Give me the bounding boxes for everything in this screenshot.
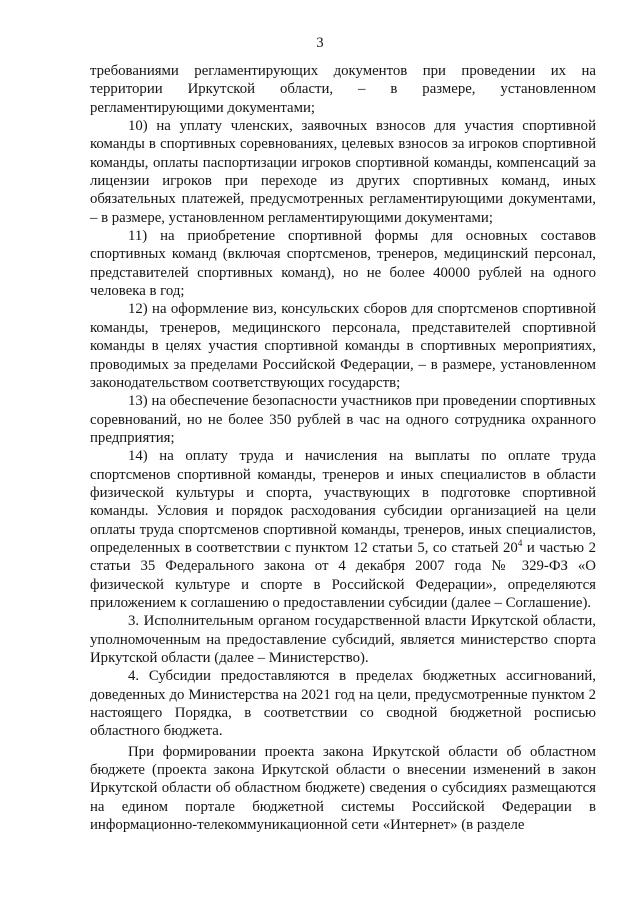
paragraph-item-11: 11) на приобретение спортивной формы для основных составов спортивных команд (включая спортсменов, тренеров, медицинский персонал, представителей спортивных команд), но не более 40000 рублей на одного человека в год;: [90, 228, 596, 300]
paragraph-section-4: 4. Субсидии предоставляются в пределах бюджетных ассигнований, доведенных до Министерства на 2021 год на цели, предусмотренные пунктом 2 настоящего Порядка, в соответствии со сводной бюджетной росписью областного бюджета.: [90, 668, 596, 740]
paragraph-section-3: 3. Исполнительным органом государственной власти Иркутской области, уполномоченным на предоставление субсидий, является министерство спорта Иркутской области (далее – Министерство).: [90, 613, 596, 666]
paragraph-item-14-part-a: 14) на оплату труда и начисления на выплаты по оплате труда спортсменов спортивной команды, тренеров и иных специалистов в области физической культуры и спорта, участвующих в подготовке спортивной команды. Условия и порядок расходования субсидии организацией на цели оплаты труда спортсменов спортивной команды, тренеров, иных специалистов, определенных в соответствии с пунктом 12 статьи 5, со статьей 20: [90, 448, 596, 556]
article-superscript: 4: [517, 538, 523, 549]
page-number: 3: [316, 35, 324, 51]
paragraph-item-12: 12) на оформление виз, консульских сборов для спортсменов спортивной команды, тренеров, медицинского персонала, представителей спортивной команды в целях участия спортивной команды в спортивных мероприятиях, проводимых за пределами Российской Федерации, – в размере, установленном законодательством соответствующих государств;: [90, 301, 596, 391]
paragraph-continuation: требованиями регламентирующих документов при проведении их на территории Иркутской области, – в размере, установленном регламентирующими документами;: [90, 63, 596, 116]
paragraph-item-14-part-b: и частью 2 статьи 35 Федерального закона от 4 декабря 2007 года № 329-ФЗ «О физической культуре и спорте в Российской Федерации», определяются приложением к соглашению о предоставлении субсидии (далее – Соглашение).: [90, 539, 596, 611]
document-body: [90, 62, 596, 834]
paragraph-budget-info: При формировании проекта закона Иркутской области об областном бюджете (проекта закона Иркутской области о внесении изменений в закон Иркутской области об областном бюджете) сведения о субсидиях размещаются на едином портале бюджетной системы Российской Федерации в информационно-телекоммуникационной сети «Интернет» (в разделе: [90, 743, 596, 834]
paragraph-item-14: [90, 447, 596, 612]
paragraph-item-13: 13) на обеспечение безопасности участников при проведении спортивных соревнований, но не более 350 рублей в час на одного сотрудника охранного предприятия;: [90, 393, 596, 446]
paragraph-item-10: 10) на уплату членских, заявочных взносов для участия спортивной команды в спортивных соревнованиях, целевых взносов за игроков спортивной команды, оплаты паспортизации игроков спортивной команды, компенсаций за лицензии игроков при переходе из других спортивных команд, иных обязательных платежей, предусмотренных регламентирующими документами, – в размере, установленном регламентирующими документами;: [90, 118, 596, 226]
